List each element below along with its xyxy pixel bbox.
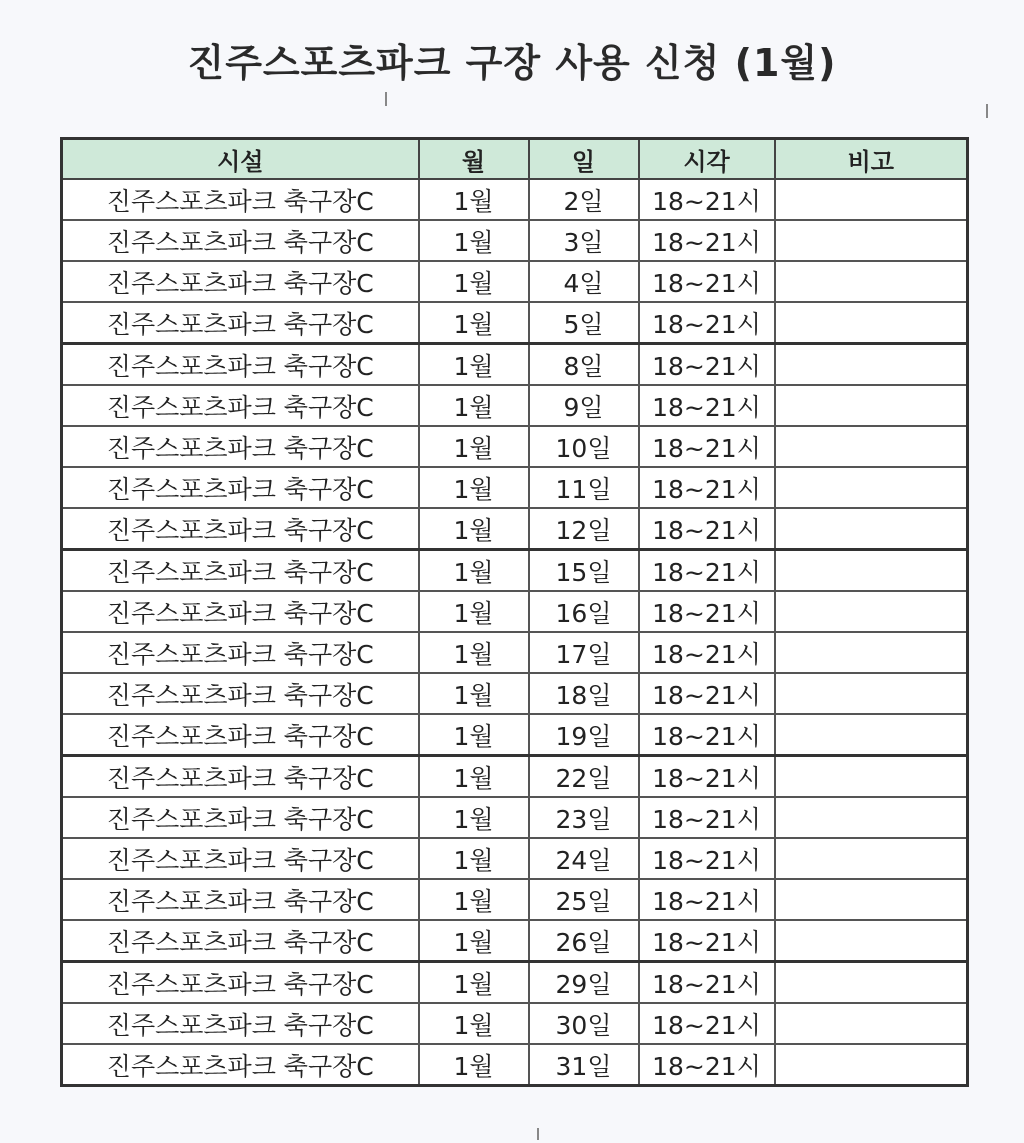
time-cell: 18~21시 [639,962,775,1004]
table-row [62,879,968,920]
day-cell: 29일 [529,962,639,1004]
day-cell: 8일 [529,344,639,386]
facility-cell: 진주스포츠파크 축구장C [62,261,419,302]
note-cell [775,756,968,798]
table-row [62,797,968,838]
note-cell [775,714,968,756]
day-cell: 3일 [529,220,639,261]
time-cell: 18~21시 [639,302,775,344]
header-month: 월 [419,139,529,180]
note-cell [775,261,968,302]
table-row [62,385,968,426]
facility-cell: 진주스포츠파크 축구장C [62,1003,419,1044]
table-row [62,838,968,879]
table-row [62,756,968,798]
table-row [62,426,968,467]
month-cell: 1월 [419,632,529,673]
scan-mark [537,1128,539,1140]
day-cell: 22일 [529,756,639,798]
month-cell: 1월 [419,344,529,386]
table-row [62,673,968,714]
time-cell: 18~21시 [639,508,775,550]
day-cell: 25일 [529,879,639,920]
month-cell: 1월 [419,714,529,756]
facility-cell: 진주스포츠파크 축구장C [62,550,419,592]
day-cell: 26일 [529,920,639,962]
time-cell: 18~21시 [639,179,775,220]
table-row [62,632,968,673]
time-cell: 18~21시 [639,591,775,632]
facility-cell: 진주스포츠파크 축구장C [62,426,419,467]
table-row [62,550,968,592]
table-row [62,920,968,962]
facility-cell: 진주스포츠파크 축구장C [62,962,419,1004]
day-cell: 30일 [529,1003,639,1044]
header-time: 시각 [639,139,775,180]
note-cell [775,838,968,879]
table-row [62,962,968,1004]
note-cell [775,550,968,592]
day-cell: 11일 [529,467,639,508]
table-row [62,714,968,756]
month-cell: 1월 [419,1003,529,1044]
month-cell: 1월 [419,467,529,508]
month-cell: 1월 [419,591,529,632]
facility-cell: 진주스포츠파크 축구장C [62,879,419,920]
time-cell: 18~21시 [639,344,775,386]
facility-cell: 진주스포츠파크 축구장C [62,756,419,798]
month-cell: 1월 [419,920,529,962]
day-cell: 24일 [529,838,639,879]
note-cell [775,879,968,920]
day-cell: 10일 [529,426,639,467]
month-cell: 1월 [419,302,529,344]
time-cell: 18~21시 [639,220,775,261]
month-cell: 1월 [419,385,529,426]
scan-mark [385,92,387,106]
facility-cell: 진주스포츠파크 축구장C [62,797,419,838]
facility-cell: 진주스포츠파크 축구장C [62,920,419,962]
note-cell [775,673,968,714]
time-cell: 18~21시 [639,1003,775,1044]
time-cell: 18~21시 [639,550,775,592]
page-title: 진주스포츠파크 구장 사용 신청 (1월) [187,41,837,85]
facility-cell: 진주스포츠파크 축구장C [62,508,419,550]
header-facility: 시설 [62,139,419,180]
day-cell: 16일 [529,591,639,632]
month-cell: 1월 [419,550,529,592]
note-cell [775,302,968,344]
facility-cell: 진주스포츠파크 축구장C [62,673,419,714]
table-row [62,508,968,550]
facility-cell: 진주스포츠파크 축구장C [62,714,419,756]
month-cell: 1월 [419,756,529,798]
month-cell: 1월 [419,261,529,302]
month-cell: 1월 [419,879,529,920]
day-cell: 18일 [529,673,639,714]
facility-cell: 진주스포츠파크 축구장C [62,467,419,508]
month-cell: 1월 [419,673,529,714]
note-cell [775,1044,968,1086]
month-cell: 1월 [419,220,529,261]
time-cell: 18~21시 [639,673,775,714]
day-cell: 5일 [529,302,639,344]
month-cell: 1월 [419,797,529,838]
day-cell: 4일 [529,261,639,302]
time-cell: 18~21시 [639,714,775,756]
facility-cell: 진주스포츠파크 축구장C [62,220,419,261]
note-cell [775,1003,968,1044]
table-row [62,344,968,386]
facility-cell: 진주스포츠파크 축구장C [62,1044,419,1086]
table-row [62,179,968,220]
day-cell: 9일 [529,385,639,426]
month-cell: 1월 [419,838,529,879]
day-cell: 19일 [529,714,639,756]
note-cell [775,179,968,220]
month-cell: 1월 [419,179,529,220]
facility-cell: 진주스포츠파크 축구장C [62,344,419,386]
header-day: 일 [529,139,639,180]
day-cell: 23일 [529,797,639,838]
note-cell [775,426,968,467]
table-row [62,1003,968,1044]
month-cell: 1월 [419,508,529,550]
time-cell: 18~21시 [639,385,775,426]
month-cell: 1월 [419,1044,529,1086]
table-body [62,179,968,1086]
table-row [62,591,968,632]
time-cell: 18~21시 [639,261,775,302]
day-cell: 15일 [529,550,639,592]
day-cell: 12일 [529,508,639,550]
time-cell: 18~21시 [639,879,775,920]
time-cell: 18~21시 [639,632,775,673]
time-cell: 18~21시 [639,756,775,798]
facility-cell: 진주스포츠파크 축구장C [62,838,419,879]
time-cell: 18~21시 [639,920,775,962]
time-cell: 18~21시 [639,797,775,838]
time-cell: 18~21시 [639,838,775,879]
note-cell [775,467,968,508]
day-cell: 17일 [529,632,639,673]
month-cell: 1월 [419,426,529,467]
note-cell [775,385,968,426]
time-cell: 18~21시 [639,1044,775,1086]
table-header-row [62,139,968,180]
facility-cell: 진주스포츠파크 축구장C [62,632,419,673]
facility-cell: 진주스포츠파크 축구장C [62,385,419,426]
day-cell: 31일 [529,1044,639,1086]
scan-mark [986,104,988,118]
facility-cell: 진주스포츠파크 축구장C [62,302,419,344]
table-row [62,467,968,508]
facility-cell: 진주스포츠파크 축구장C [62,591,419,632]
table-row [62,1044,968,1086]
header-note: 비고 [775,139,968,180]
note-cell [775,962,968,1004]
time-cell: 18~21시 [639,426,775,467]
facility-cell: 진주스포츠파크 축구장C [62,179,419,220]
note-cell [775,508,968,550]
table-row [62,302,968,344]
note-cell [775,220,968,261]
note-cell [775,920,968,962]
time-cell: 18~21시 [639,467,775,508]
note-cell [775,344,968,386]
note-cell [775,591,968,632]
note-cell [775,632,968,673]
note-cell [775,797,968,838]
reservation-table [60,137,969,1087]
table-row [62,220,968,261]
month-cell: 1월 [419,962,529,1004]
table-row [62,261,968,302]
day-cell: 2일 [529,179,639,220]
